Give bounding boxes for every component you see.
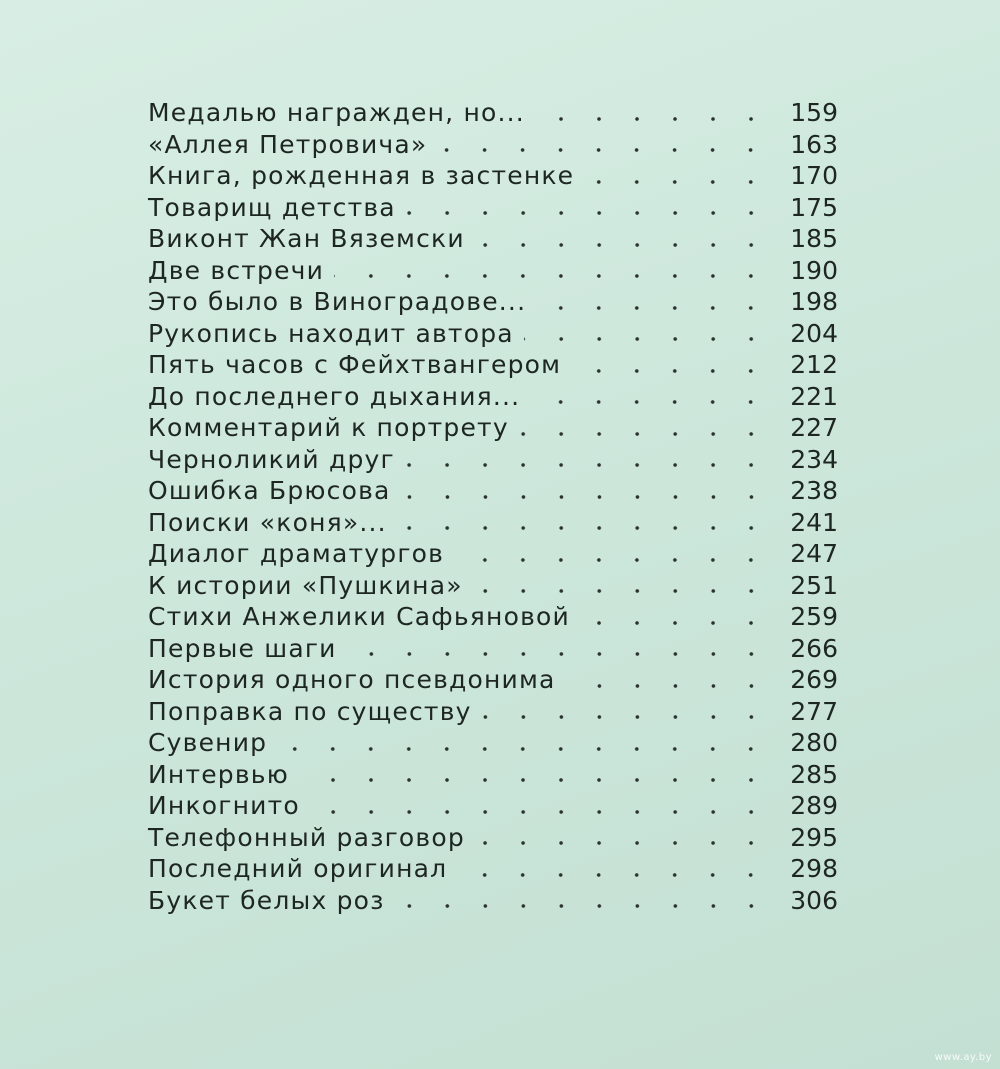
toc-entry-title: Две встречи [148, 255, 325, 285]
toc-leader-dots [334, 273, 770, 279]
toc-entry [148, 759, 838, 791]
toc-entry [148, 885, 838, 917]
toc-entry [148, 727, 838, 759]
toc-entry-page-number: 269 [790, 665, 838, 695]
toc-entry-title: Виконт Жан Вяземски [148, 224, 465, 254]
toc-leader-dots [519, 431, 770, 437]
toc-entry [148, 790, 838, 822]
toc-leader-dots [277, 746, 770, 752]
toc-entry-title: История одного псевдонима [148, 665, 556, 695]
toc-entry [148, 286, 838, 318]
toc-entry-title: Рукопись находит автора [148, 318, 514, 348]
toc-entry-page-number: 175 [790, 192, 838, 222]
toc-entry-title: Это было в Виноградове... [148, 287, 527, 317]
toc-entry-title: Букет белых роз [148, 885, 385, 915]
toc-leader-dots [401, 494, 770, 500]
toc-entry-title: Комментарий к портрету [148, 413, 509, 443]
toc-entry [148, 664, 838, 696]
toc-entry [148, 822, 838, 854]
toc-entry-title: «Аллея Петровича» [148, 129, 428, 159]
toc-leader-dots [475, 242, 770, 248]
toc-entry-page-number: 227 [790, 413, 838, 443]
toc-entry-page-number: 204 [790, 318, 838, 348]
toc-leader-dots [530, 399, 770, 405]
toc-entry-page-number: 247 [790, 539, 838, 569]
toc-leader-dots [524, 336, 770, 342]
toc-entry [148, 601, 838, 633]
toc-entry [148, 192, 838, 224]
toc-entry [148, 349, 838, 381]
toc-entry [148, 507, 838, 539]
toc-entry-page-number: 298 [790, 854, 838, 884]
toc-leader-dots [482, 714, 770, 720]
toc-leader-dots [566, 683, 770, 689]
toc-entry [148, 475, 838, 507]
toc-entry-title: Книга, рожденная в застенке [148, 161, 575, 191]
toc-entry [148, 255, 838, 287]
toc-leader-dots [535, 116, 770, 122]
toc-leader-dots [397, 525, 770, 531]
toc-entry-title: Поправка по существу [148, 696, 472, 726]
toc-entry-page-number: 277 [790, 696, 838, 726]
toc-entry-page-number: 241 [790, 507, 838, 537]
toc-entry [148, 444, 838, 476]
toc-leader-dots [395, 903, 770, 909]
toc-entry-page-number: 190 [790, 255, 838, 285]
toc-entry-page-number: 238 [790, 476, 838, 506]
watermark: www.ay.by [934, 1052, 992, 1063]
toc-leader-dots [457, 872, 770, 878]
toc-entry-title: Черноликий друг [148, 444, 395, 474]
toc-entry-title: Ошибка Брюсова [148, 476, 391, 506]
toc-entry [148, 318, 838, 350]
toc-entry-title: К истории «Пушкина» [148, 570, 463, 600]
toc-entry-title: Инкогнито [148, 791, 300, 821]
toc-entry-title: Пять часов с Фейхтвангером [148, 350, 562, 380]
toc-entry-page-number: 285 [790, 759, 838, 789]
toc-entry-page-number: 289 [790, 791, 838, 821]
toc-entry [148, 633, 838, 665]
toc-leader-dots [571, 368, 770, 374]
toc-entry-page-number: 295 [790, 822, 838, 852]
toc-entry [148, 129, 838, 161]
toc-entry [148, 696, 838, 728]
toc-entry-title: Стихи Анжелики Сафьяновой [148, 602, 570, 632]
toc-entry-page-number: 170 [790, 161, 838, 191]
toc-entry-title: Диалог драматургов [148, 539, 445, 569]
toc-entry [148, 538, 838, 570]
toc-entry-title: Телефонный разговор [148, 822, 465, 852]
toc-entry-page-number: 306 [790, 885, 838, 915]
toc-entry [148, 853, 838, 885]
toc-entry-page-number: 212 [790, 350, 838, 380]
toc-entry-page-number: 159 [790, 98, 838, 128]
toc-entry-title: Сувенир [148, 728, 268, 758]
toc-entry-title: Интервью [148, 759, 289, 789]
toc-entry-title: Первые шаги [148, 633, 337, 663]
toc-entry-page-number: 259 [790, 602, 838, 632]
toc-entry-title: Товарищ детства [148, 192, 396, 222]
table-of-contents [148, 97, 838, 916]
toc-leader-dots [405, 462, 770, 468]
toc-leader-dots [473, 588, 770, 594]
toc-leader-dots [454, 557, 770, 563]
toc-entry-title: Последний оригинал [148, 854, 448, 884]
toc-entry [148, 160, 838, 192]
toc-entry [148, 412, 838, 444]
toc-leader-dots [580, 620, 770, 626]
toc-leader-dots [347, 651, 770, 657]
toc-entry-page-number: 163 [790, 129, 838, 159]
toc-leader-dots [536, 305, 770, 311]
toc-entry-page-number: 251 [790, 570, 838, 600]
toc-entry-page-number: 266 [790, 633, 838, 663]
toc-leader-dots [437, 147, 770, 153]
toc-leader-dots [406, 210, 770, 216]
toc-entry [148, 570, 838, 602]
toc-entry-title: Медалью награжден, но... [148, 98, 525, 128]
toc-entry [148, 381, 838, 413]
toc-entry-page-number: 234 [790, 444, 838, 474]
toc-entry-page-number: 280 [790, 728, 838, 758]
toc-leader-dots [475, 840, 770, 846]
toc-entry-page-number: 185 [790, 224, 838, 254]
toc-entry-page-number: 221 [790, 381, 838, 411]
toc-entry-page-number: 198 [790, 287, 838, 317]
toc-entry-title: До последнего дыхания... [148, 381, 521, 411]
toc-leader-dots [299, 777, 770, 783]
toc-leader-dots [584, 179, 770, 185]
toc-entry [148, 97, 838, 129]
toc-leader-dots [310, 809, 770, 815]
toc-entry-title: Поиски «коня»... [148, 507, 387, 537]
toc-entry [148, 223, 838, 255]
